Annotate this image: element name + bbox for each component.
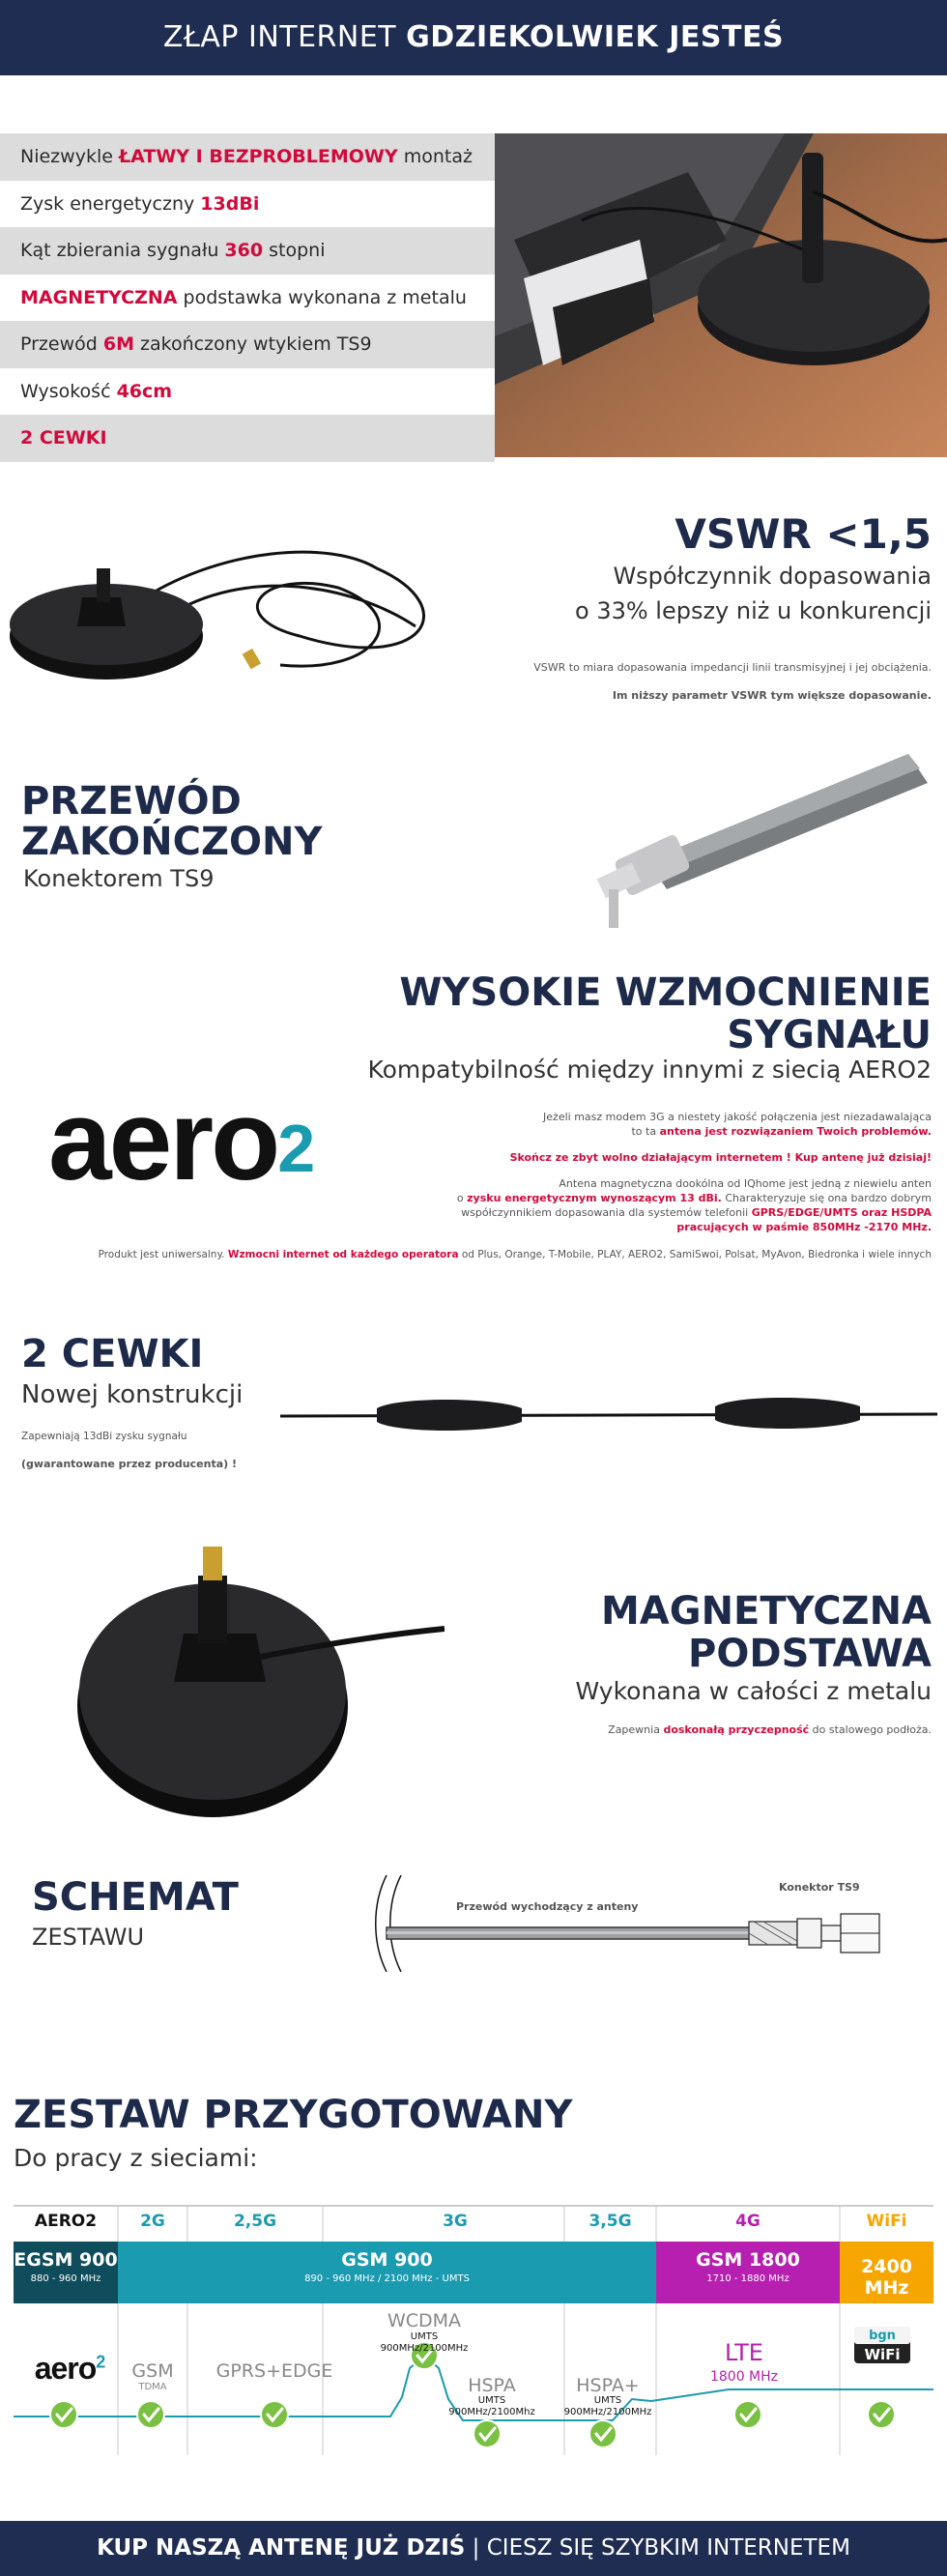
aero2-small-logo: aero$^2$	[34, 2351, 105, 2386]
tech-hspa-umts: UMTS	[477, 2395, 506, 2406]
band-wifi: 2400 MHz	[861, 2256, 912, 2299]
feature-item: Kąt zbierania sygnału 360 stopni	[0, 227, 495, 275]
wzmocnienie-title: WYSOKIE WZMOCNIENIE SYGNAŁU	[399, 970, 932, 1057]
przewod-subtitle: Konektorem TS9	[23, 865, 215, 892]
col-header-25g: 2,5G	[233, 2212, 277, 2231]
wifi-logo-bottom: WiFi	[864, 2346, 901, 2363]
feature-item: Zysk energetyczny 13dBi	[0, 181, 495, 228]
cewki-title: 2 CEWKI	[21, 1332, 204, 1376]
band-gsm1800-range: 1710 - 1880 MHz	[706, 2273, 789, 2284]
band-gsm900-range: 890 - 960 MHz / 2100 MHz - UMTS	[304, 2273, 470, 2284]
band-egsm-range: 880 - 960 MHz	[30, 2273, 101, 2284]
tech-wcdma-freq: 900MHz/2100MHz	[380, 2343, 469, 2354]
magnetyczna-title: MAGNETYCZNA PODSTAWA	[600, 1589, 932, 1676]
vswr-note: VSWR to miara dopasowania impedancji linii transmisyjnej i jej obciążenia.	[533, 661, 932, 674]
footer-cta: KUP NASZĄ ANTENĘ JUŻ DZIŚ	[97, 2535, 466, 2561]
footer-banner: KUP NASZĄ ANTENĘ JUŻ DZIŚ | CIESZ SIĘ SZYBKIM INTERNETEM	[0, 2521, 947, 2576]
tech-hspa-freq: 900MHz/2100Mhz	[448, 2407, 535, 2417]
col-header-2g: 2G	[140, 2212, 165, 2231]
tech-hspa-plus-freq: 900MHz/2100MHz	[563, 2407, 652, 2417]
hero-product-photo	[495, 133, 947, 457]
col-header-aero2: AERO2	[34, 2212, 98, 2231]
schemat-label-connector: Konektor TS9	[779, 1881, 860, 1894]
tech-hspa-plus: HSPA+	[576, 2375, 640, 2396]
schemat-subtitle: ZESTAWU	[32, 1924, 145, 1951]
banner-prefix: ZŁAP INTERNET	[162, 20, 397, 54]
schemat-label-wire: Przewód wychodzący z anteny	[456, 1900, 639, 1913]
antenna-base-photo	[10, 530, 493, 704]
band-gsm900: GSM 900	[341, 2249, 433, 2271]
band-egsm: EGSM 900	[14, 2249, 118, 2271]
feature-item: Wysokość 46cm	[0, 368, 495, 416]
tech-gsm: GSM	[131, 2360, 174, 2382]
banner-emphasis: GDZIEKOLWIEK JESTEŚ	[406, 20, 785, 54]
vswr-note-red: Im niższy parametr VSWR tym większe dopasowanie.	[612, 689, 932, 702]
ts9-connector-photo	[580, 754, 928, 938]
feature-item: 2 CEWKI	[0, 415, 495, 462]
zestaw-title: ZESTAW PRZYGOTOWANY	[14, 2093, 573, 2137]
vswr-subtitle-line2: o 33% lepszy niż u konkurencji	[575, 597, 932, 624]
feature-item: Przewód 6M zakończony wtykiem TS9	[0, 321, 495, 368]
cewki-subtitle: Nowej konstrukcji	[21, 1380, 244, 1409]
zestaw-subtitle: Do pracy z sieciami:	[14, 2144, 258, 2172]
feature-item: MAGNETYCZNA podstawka wykonana z metalu	[0, 275, 495, 322]
col-header-wifi: WiFi	[866, 2212, 907, 2231]
tech-hspa-plus-umts: UMTS	[593, 2395, 622, 2406]
tech-hspa: HSPA	[468, 2375, 516, 2396]
magnetyczna-note: Zapewnia doskonałą przyczepność do stalowego podłoża.	[608, 1723, 932, 1736]
cewki-note: Zapewniają 13dBi zysku sygnału	[21, 1431, 187, 1442]
cewki-note-red: (gwarantowane przez producenta) !	[21, 1458, 238, 1470]
tech-lte: LTE	[725, 2339, 763, 2366]
col-header-4g: 4G	[735, 2212, 760, 2231]
vswr-subtitle-line1: Współczynnik dopasowania	[613, 563, 932, 590]
feature-list	[0, 133, 495, 462]
wifi-logo-top: bgn	[869, 2329, 896, 2343]
band-gsm1800: GSM 1800	[696, 2249, 800, 2271]
feature-item: Niezwykle ŁATWY I BEZPROBLEMOWY montaż	[0, 133, 495, 181]
tech-wcdma-umts: UMTS	[410, 2331, 439, 2342]
tech-gprs-edge: GPRS+EDGE	[215, 2360, 333, 2382]
tech-wcdma: WCDMA	[387, 2310, 462, 2331]
magnetyczna-subtitle: Wykonana w całości z metalu	[575, 1677, 932, 1705]
wzmocnienie-subtitle: Kompatybilność między innymi z siecią AERO2	[367, 1056, 932, 1084]
wzmocnienie-description: Jeżeli masz modem 3G a niestety jakość połączenia jest niezadawalająca to ta antena jest rozwiązaniem Twoich problemów. Skończ ze zbyt wolno działającym internetem ! Kup antenę już dzisiaj! Antena magnetyczna dookólna od IQhome jest jedną z niewielu anten o zysku energetycznym wynoszącym 13 dBi. Charakteryzuje się ona bardzo dobrym współczynnikiem dopasowania dla systemów telefonii GPRS/EDGE/UMTS oraz HSDPA pracujących w paśmie 850MHz -2170 MHz.	[456, 1111, 932, 1233]
tech-tdma: TDMA	[138, 2382, 167, 2392]
aero2-logo: aero$^2$	[48, 1077, 313, 1204]
col-header-35g: 3,5G	[588, 2212, 632, 2231]
universal-note: Produkt jest uniwersalny. Wzmocni internet od każdego operatora od Plus, Orange, T-Mobile, PLAY, AERO2, SamiSwoi, Polsat, MyAvon, Biedronka i wiele innych	[98, 1249, 932, 1260]
schemat-title: SCHEMAT	[32, 1875, 239, 1920]
magnetic-base-photo	[77, 1537, 445, 1827]
coils-photo	[280, 1387, 937, 1445]
przewod-title: PRZEWÓD ZAKOŃCZONY	[21, 779, 323, 864]
footer-tagline: CIESZ SIĘ SZYBKIM INTERNETEM	[486, 2535, 850, 2561]
col-header-3g: 3G	[443, 2212, 468, 2231]
top-banner	[0, 0, 947, 75]
vswr-title: VSWR <1,5	[674, 510, 932, 558]
tech-lte-freq: 1800 MHz	[709, 2369, 779, 2385]
